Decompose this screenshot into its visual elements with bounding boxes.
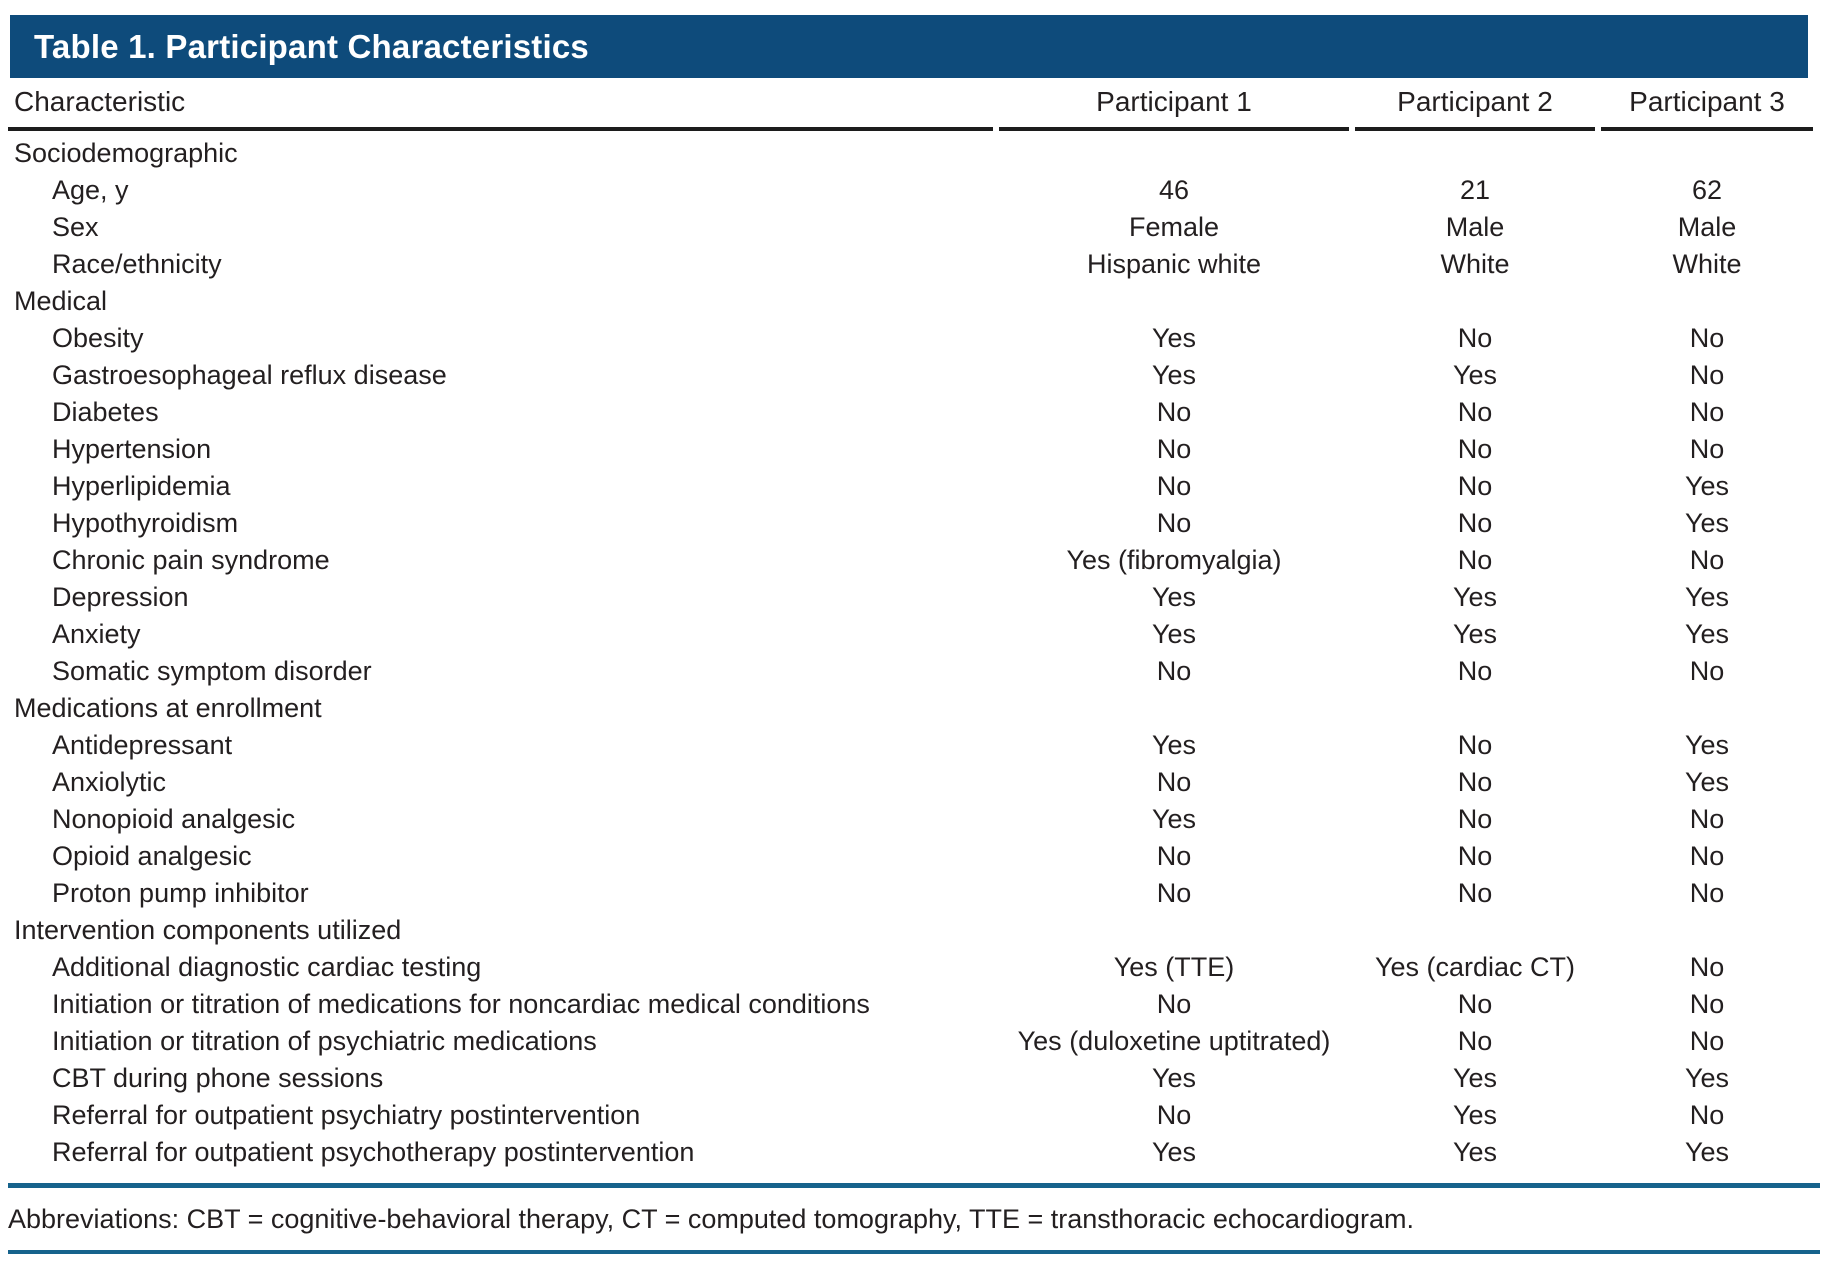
cell-value: No	[1156, 508, 1192, 538]
row-label: Anxiolytic	[52, 767, 167, 797]
cell-value: No	[1457, 545, 1493, 575]
row-label: Hypothyroidism	[52, 508, 239, 538]
table-figure	[0, 15, 1831, 1268]
cell-value: No	[1689, 989, 1725, 1019]
cell-value: No	[1156, 767, 1192, 797]
cell-value: No	[1457, 323, 1493, 353]
table-row	[8, 1134, 1813, 1171]
row-label: Somatic symptom disorder	[52, 656, 372, 686]
table-row	[8, 320, 1813, 357]
section-row	[8, 690, 1813, 727]
cell-value: Yes	[1151, 323, 1197, 353]
cell-value: 46	[1158, 175, 1190, 205]
row-label: Antidepressant	[52, 730, 233, 760]
cell-value: Yes	[1452, 360, 1498, 390]
cell-value: White	[1440, 249, 1510, 279]
row-label: Hypertension	[52, 434, 212, 464]
cell-value: Yes	[1684, 582, 1730, 612]
table-row	[8, 172, 1813, 209]
row-label: Opioid analgesic	[52, 841, 252, 871]
table-row	[8, 986, 1813, 1023]
table-row	[8, 616, 1813, 653]
row-label: Sex	[52, 212, 99, 242]
table-row	[8, 246, 1813, 283]
table-row	[8, 542, 1813, 579]
cell-value: Yes	[1684, 767, 1730, 797]
table-row	[8, 1060, 1813, 1097]
cell-value: Yes	[1452, 1137, 1498, 1167]
cell-value: No	[1689, 545, 1725, 575]
table-row	[8, 875, 1813, 912]
cell-value: No	[1689, 878, 1725, 908]
table-row	[8, 505, 1813, 542]
header-row	[8, 78, 1813, 131]
cell-value: No	[1457, 508, 1493, 538]
cell-value: No	[1457, 878, 1493, 908]
row-label: Hyperlipidemia	[52, 471, 231, 501]
cell-value: Yes (duloxetine uptitrated)	[1017, 1026, 1331, 1056]
row-label: Anxiety	[52, 619, 141, 649]
section-label: Medical	[14, 286, 108, 316]
cell-value: Yes	[1151, 1137, 1197, 1167]
cell-value: No	[1457, 434, 1493, 464]
table-row	[8, 209, 1813, 246]
cell-value: No	[1156, 989, 1192, 1019]
section-label: Sociodemographic	[14, 138, 238, 168]
cell-value: No	[1689, 434, 1725, 464]
table-row	[8, 1023, 1813, 1060]
table-row	[8, 468, 1813, 505]
table-row	[8, 394, 1813, 431]
cell-value: No	[1156, 397, 1192, 427]
cell-value: Yes	[1151, 582, 1197, 612]
cell-value: Yes	[1151, 730, 1197, 760]
cell-value: No	[1689, 841, 1725, 871]
cell-value: No	[1156, 656, 1192, 686]
cell-value: No	[1689, 1026, 1725, 1056]
section-row	[8, 131, 1813, 172]
cell-value: Yes	[1684, 471, 1730, 501]
row-label: Depression	[52, 582, 189, 612]
cell-value: Yes (fibromyalgia)	[1066, 545, 1282, 575]
table-row	[8, 801, 1813, 838]
cell-value: Yes	[1684, 619, 1730, 649]
row-label: Initiation or titration of medications for noncardiac medical conditions	[52, 989, 870, 1019]
cell-value: No	[1689, 656, 1725, 686]
cell-value: Yes	[1452, 1100, 1498, 1130]
table-bottom-rule	[8, 1183, 1820, 1188]
row-label: Obesity	[52, 323, 144, 353]
cell-value: No	[1689, 323, 1725, 353]
section-label: Medications at enrollment	[14, 693, 322, 723]
cell-value: Yes	[1452, 582, 1498, 612]
table-row	[8, 357, 1813, 394]
cell-value: Yes	[1684, 1137, 1730, 1167]
cell-value: No	[1457, 656, 1493, 686]
row-label: Race/ethnicity	[52, 249, 222, 279]
cell-value: No	[1689, 804, 1725, 834]
cell-value: No	[1689, 360, 1725, 390]
cell-value: Yes	[1151, 1063, 1197, 1093]
cell-value: Yes (cardiac CT)	[1374, 952, 1576, 982]
cell-value: No	[1156, 841, 1192, 871]
cell-value: Yes	[1151, 360, 1197, 390]
cell-value: No	[1457, 989, 1493, 1019]
cell-value: No	[1156, 434, 1192, 464]
section-label: Intervention components utilized	[14, 915, 402, 945]
cell-value: Yes	[1684, 730, 1730, 760]
table-row	[8, 579, 1813, 616]
table-title-bar	[10, 15, 1808, 78]
row-label: Diabetes	[52, 397, 159, 427]
table-row	[8, 764, 1813, 801]
section-row	[8, 283, 1813, 320]
row-label: Referral for outpatient psychotherapy postintervention	[52, 1137, 695, 1167]
row-label: Chronic pain syndrome	[52, 545, 330, 575]
row-label: Age, y	[52, 175, 129, 205]
row-label: Nonopioid analgesic	[52, 804, 296, 834]
cell-value: Yes (TTE)	[1113, 952, 1235, 982]
cell-value: Yes	[1684, 508, 1730, 538]
cell-value: No	[1689, 1100, 1725, 1130]
participant-characteristics-table	[2, 78, 1819, 1171]
column-header-participant-1: Participant 1	[999, 78, 1349, 131]
cell-value: No	[1689, 397, 1725, 427]
cell-value: Yes	[1452, 1063, 1498, 1093]
cell-value: Male	[1445, 212, 1505, 242]
table-row	[8, 431, 1813, 468]
cell-value: Yes	[1151, 619, 1197, 649]
cell-value: No	[1689, 952, 1725, 982]
row-label: Additional diagnostic cardiac testing	[52, 952, 482, 982]
footnote-bottom-rule	[8, 1250, 1820, 1254]
cell-value: No	[1156, 1100, 1192, 1130]
row-label: Proton pump inhibitor	[52, 878, 309, 908]
cell-value: No	[1457, 841, 1493, 871]
cell-value: 62	[1691, 175, 1723, 205]
abbreviations-footnote: Abbreviations: CBT = cognitive-behavioral therapy, CT = computed tomography, TTE = transthoracic echocardiogram.	[8, 1204, 1414, 1234]
section-row	[8, 912, 1813, 949]
cell-value: No	[1457, 397, 1493, 427]
cell-value: No	[1457, 767, 1493, 797]
cell-value: No	[1156, 471, 1192, 501]
row-label: Gastroesophageal reflux disease	[52, 360, 447, 390]
table-row	[8, 727, 1813, 764]
cell-value: Male	[1677, 212, 1737, 242]
cell-value: 21	[1459, 175, 1491, 205]
row-label: Initiation or titration of psychiatric medications	[52, 1026, 597, 1056]
table-row	[8, 1097, 1813, 1134]
column-header-characteristic: Characteristic	[8, 78, 993, 131]
cell-value: No	[1457, 730, 1493, 760]
column-header-participant-2: Participant 2	[1355, 78, 1595, 131]
cell-value: No	[1457, 471, 1493, 501]
cell-value: No	[1156, 878, 1192, 908]
cell-value: Yes	[1452, 619, 1498, 649]
cell-value: No	[1457, 1026, 1493, 1056]
table-title: Table 1. Participant Characteristics	[34, 27, 589, 65]
cell-value: No	[1457, 804, 1493, 834]
row-label: Referral for outpatient psychiatry postintervention	[52, 1100, 641, 1130]
table-row	[8, 949, 1813, 986]
table-row	[8, 653, 1813, 690]
column-header-participant-3: Participant 3	[1601, 78, 1813, 131]
cell-value: Female	[1128, 212, 1220, 242]
table-row	[8, 838, 1813, 875]
cell-value: White	[1672, 249, 1742, 279]
cell-value: Hispanic white	[1086, 249, 1262, 279]
cell-value: Yes	[1151, 804, 1197, 834]
cell-value: Yes	[1684, 1063, 1730, 1093]
row-label: CBT during phone sessions	[52, 1063, 384, 1093]
